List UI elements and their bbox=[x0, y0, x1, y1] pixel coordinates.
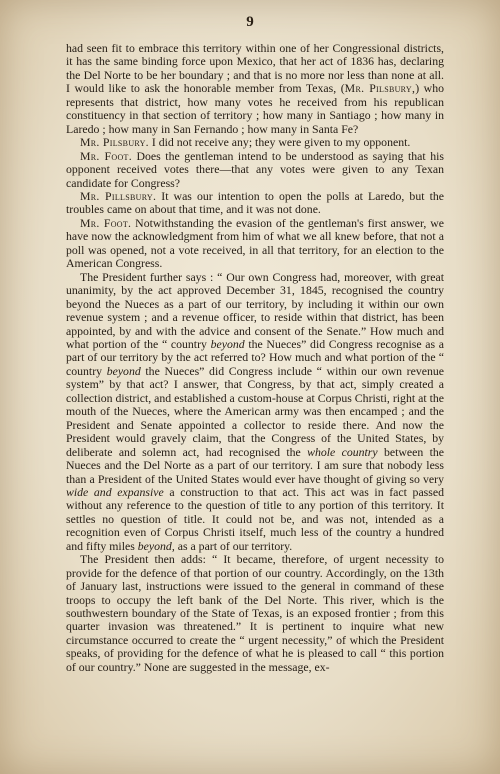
text-segment: Does the gentleman intend to be understood as saying that his opponent received votes there—that any votes were given to any Texan candidate for Congress? bbox=[66, 148, 444, 190]
text-segment: I did not receive any; they were given to my opponent. bbox=[148, 135, 411, 150]
text-segment: Notwithstanding the evasion of the gentleman's first answer, we have now the acknowledgment from him of what we all knew before, that not a poll was opened, not a vote received, in all that territory, for an election to the American Congress. bbox=[66, 215, 444, 271]
paragraph bbox=[66, 217, 444, 271]
text-segment: ) who represents that district, how many votes he received from his republican constituency in that section of territory ; how many in Santiago ; how many in Laredo ; how many in San Fernando ; how many in Santa Fe? bbox=[66, 81, 444, 136]
text-segment: The President further says : “ Our own Congress had, moreover, with great unanimity, by the act approved December 31, 1845, recognised the country beyond the Nueces as a part of our territory, by including it within our own revenue system ; and a revenue officer, to reside within that district, has been appointed, by and with the advice and consent of the Senate.” How much and what portion of the “ country bbox=[66, 269, 444, 351]
text-segment: had seen fit to embrace this territory within one of her Congressional districts, it has the same binding force upon Mexico, that her act of 1836 has, declaring the Del Norte to be her boundary ; and that is no more nor less than none at all. I would like to ask the honorable member from Texas, ( bbox=[66, 41, 444, 96]
speaker-name: Mr. Pilsbury. bbox=[80, 135, 149, 150]
body-text bbox=[66, 42, 444, 674]
italic-text: whole country bbox=[307, 444, 378, 459]
paragraph bbox=[66, 150, 444, 190]
paragraph bbox=[66, 271, 444, 554]
paragraph bbox=[66, 190, 444, 217]
italic-text: beyond, bbox=[137, 538, 175, 553]
speaker-name: Mr. Pillsbury. bbox=[80, 188, 157, 203]
bottom-margin bbox=[0, 734, 500, 774]
italic-text: beyond bbox=[210, 336, 245, 351]
italic-text: beyond bbox=[106, 363, 141, 378]
text-segment: the Nueces” did Congress include “ within our own revenue system” by that act? I answer, that Congress, by that act, simply created a collection district, and established a custom-house at Corpus Christi, right at the mouth of the Nueces, where the American army was then encamped ; and the President and Senate appointed a collector to reside there. And now the President would gravely claim, that the Congress of the United States, by deliberate and solemn act, had recognised the bbox=[66, 363, 444, 459]
paragraph bbox=[66, 42, 444, 136]
speaker-name: Mr. Pilsbury, bbox=[344, 81, 416, 96]
text-segment: between the Nueces and the Del Norte as a part of our territory. I am sure that nobody less than a President of the United States would ever have thought of giving so very bbox=[66, 444, 444, 486]
text-segment: a construction to that act. This act was in fact passed without any reference to the question of title to any portion of this territory. It settles no question of title. It could not be, and was not, intended as a recognition even of Corpus Christi itself, much less of the country a hundred and fifty miles bbox=[66, 484, 444, 553]
speaker-name: Mr. Foot. bbox=[80, 215, 132, 230]
italic-text: wide and expansive bbox=[66, 484, 164, 499]
text-segment: the Nueces” did Congress recognise as a part of our territory by the act referred to? How much and what portion of the “ country bbox=[66, 336, 444, 378]
paragraph bbox=[66, 553, 444, 674]
text-segment: as a part of our territory. bbox=[174, 538, 293, 553]
text-segment: It was our intention to open the polls at Laredo, but the troubles came on about that time, and it was not done. bbox=[66, 188, 444, 217]
page-number: 9 bbox=[246, 14, 254, 30]
speaker-name: Mr. Foot. bbox=[80, 148, 132, 163]
paragraph bbox=[66, 136, 444, 149]
text-segment: The President then adds: “ It became, therefore, of urgent necessity to provide for the defence of that portion of our country. Accordingly, on the 13th of January last, instructions were issued to the general in command of these troops to occupy the left bank of the Del Norte. This river, which is the southwestern boundary of the State of Texas, is an exposed frontier ; from this quarter invasion was threatened.” It is pertinent to inquire what new circumstance occurred to create the “ urgent necessity,” of which the President speaks, of providing for the defence of what he is pleased to call “ this portion of our country.” None are suggested in the message, ex- bbox=[66, 552, 444, 674]
